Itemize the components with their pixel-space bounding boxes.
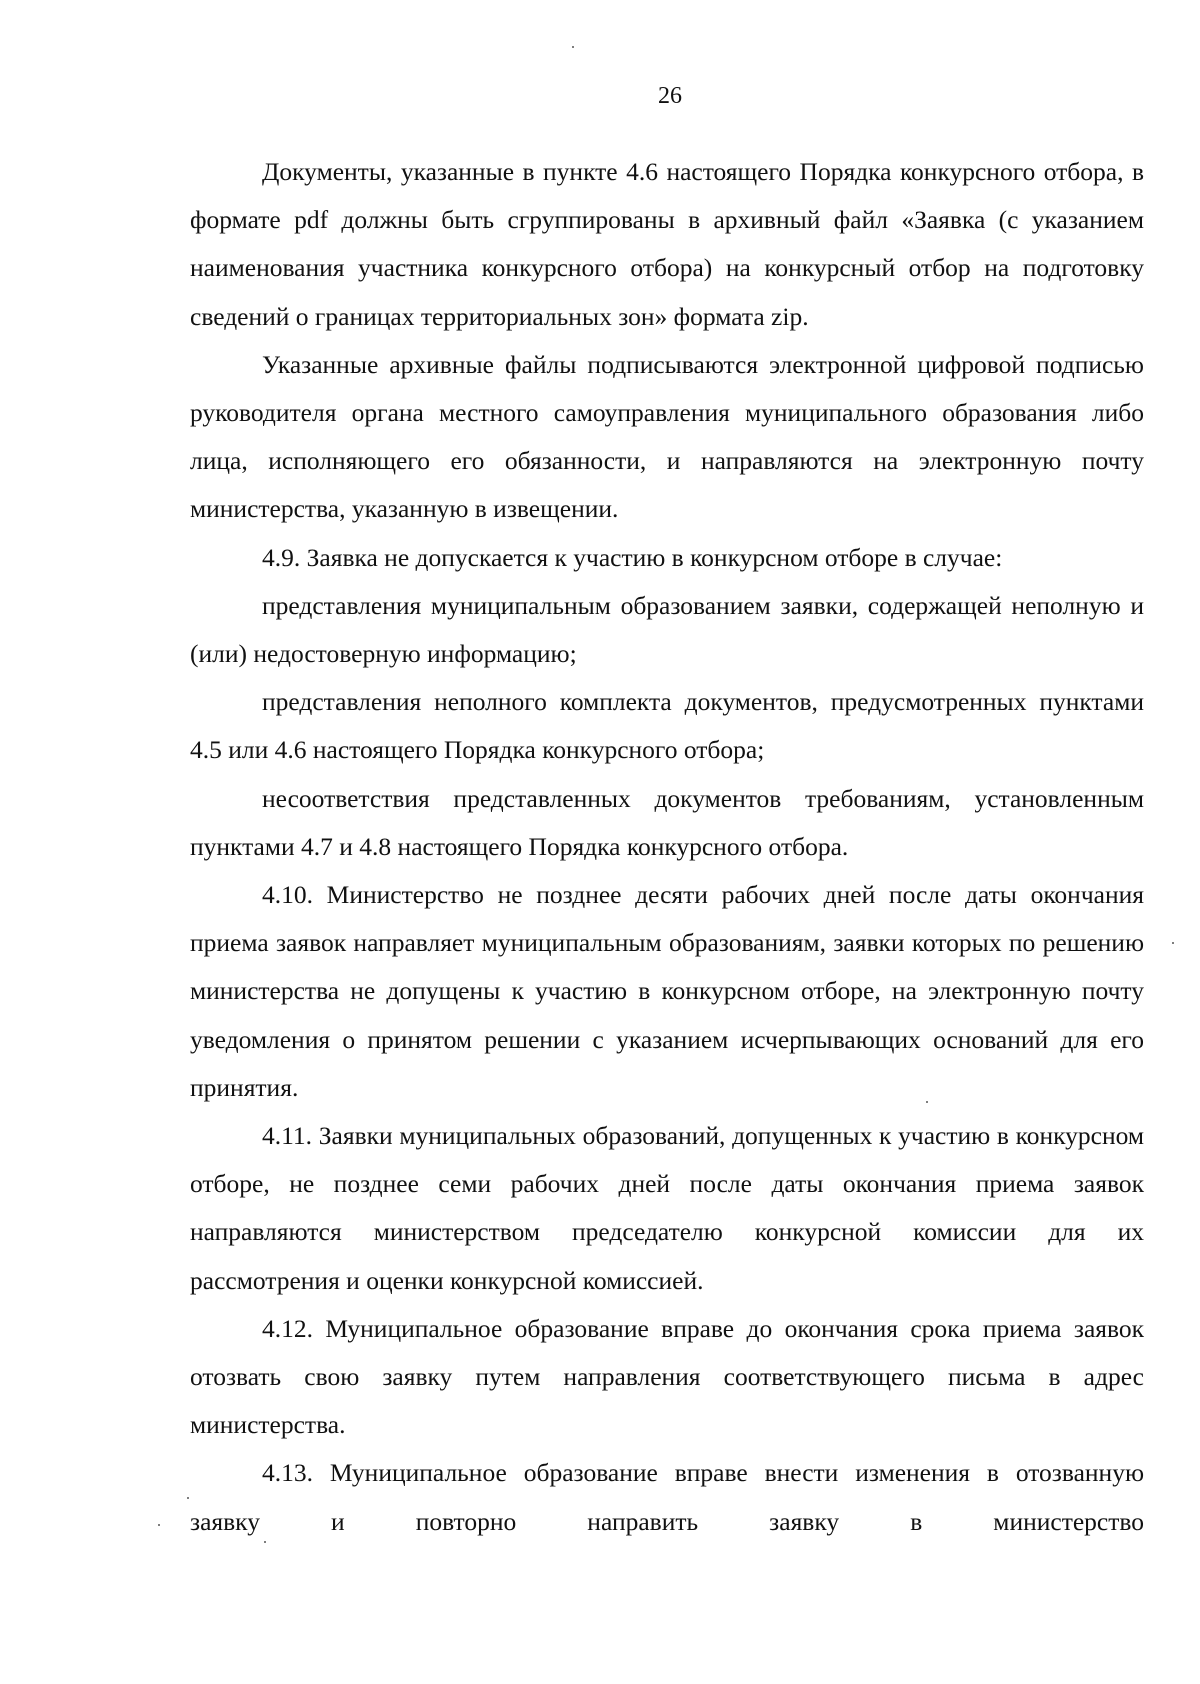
scan-speck bbox=[158, 1524, 160, 1526]
paragraph-4-12: 4.12. Муниципальное образование вправе до окончания срока приема заявок отозвать свою заявку путем направления соответствующего письма в адрес министерства. bbox=[190, 1313, 1144, 1440]
document-body bbox=[190, 148, 1144, 1546]
scan-speck bbox=[1172, 942, 1174, 944]
scan-speck bbox=[264, 1541, 266, 1543]
scan-speck bbox=[926, 1101, 928, 1103]
paragraph-4-9-heading: 4.9. Заявка не допускается к участию в конкурсном отборе в случае: bbox=[262, 542, 1003, 572]
paragraph-archive-format: Документы, указанные в пункте 4.6 настоящего Порядка конкурсного отбора, в формате pdf должны быть сгруппированы в архивный файл «Заявка (с указанием наименования участника конкурсного отбора) на конкурсный отбор на подготовку сведений о границах территориальных зон» формата zip. bbox=[190, 157, 1144, 331]
paragraph-4-10: 4.10. Министерство не позднее десяти рабочих дней после даты окончания приема заявок направляет муниципальным образованиям, заявки которых по решению министерства не допущены к участию в конкурсном отборе, на электронную почту уведомления о принятом решении с указанием исчерпывающих оснований для его принятия. bbox=[190, 880, 1144, 1102]
paragraph-digital-signature: Указанные архивные файлы подписываются электронной цифровой подписью руководителя органа местного самоуправления муниципального образования либо лица, исполняющего его обязанности, и направляются на электронную почту министерства, указанную в извещении. bbox=[190, 349, 1144, 524]
scan-speck bbox=[572, 46, 574, 48]
paragraph-4-9-incomplete-docs: представления неполного комплекта документов, предусмотренных пунктами 4.5 или 4.6 настоящего Порядка конкурсного отбора; bbox=[190, 687, 1144, 765]
page-number: 26 bbox=[658, 83, 682, 109]
paragraph-4-13: 4.13. Муниципальное образование вправе внести изменения в отозванную заявку и повторно направить заявку в министерство bbox=[190, 1458, 1144, 1536]
scan-speck bbox=[187, 1497, 189, 1499]
paragraph-4-11: 4.11. Заявки муниципальных образований, допущенных к участию в конкурсном отборе, не позднее семи рабочих дней после даты окончания приема заявок направляются министерством председателю конкурсной комиссии для их рассмотрения и оценки конкурсной комиссией. bbox=[190, 1121, 1144, 1295]
paragraph-4-9-incomplete-info: представления муниципальным образованием заявки, содержащей неполную и (или) недостоверную информацию; bbox=[190, 590, 1144, 669]
paragraph-4-9-noncompliance: несоответствия представленных документов требованиям, установленным пунктами 4.7 и 4.8 настоящего Порядка конкурсного отбора. bbox=[190, 783, 1144, 861]
